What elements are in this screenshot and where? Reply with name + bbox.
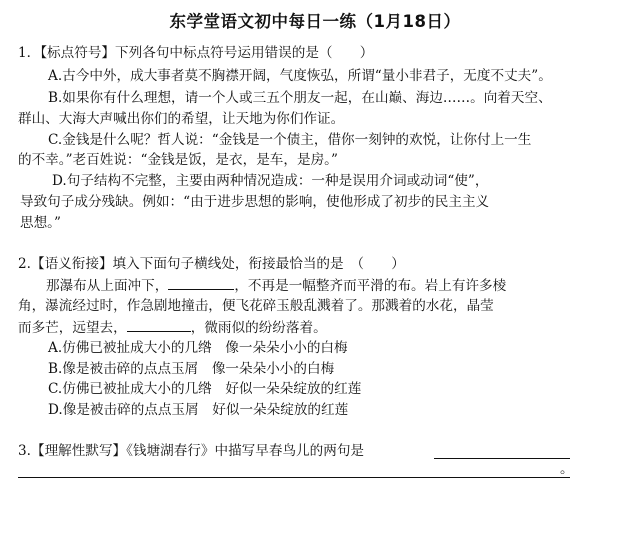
q1-option-b-line1: B.如果你有什么理想，请一个人或三五个朋友一起，在山巅、海边……。向着天空、 [48, 90, 552, 106]
q2-option-b: B.像是被击碎的点点玉屑 像一朵朵小小的白梅 [48, 361, 335, 377]
q2-passage-text: ，不再是一幅整齐而平滑的布。岩上有许多棱 [234, 278, 507, 294]
q2-passage-text: 而多芒，远望去， [18, 320, 127, 336]
q3-answer-line-1[interactable] [434, 458, 570, 459]
q1-option-d-line3: 思想。” [20, 215, 61, 231]
q2-passage-line2: 角，瀑流经过时，作急剧地撞击，便飞花碎玉般乱溅着了。那溅着的水花，晶莹 [18, 298, 494, 314]
q1-option-a: A.古今中外，成大事者莫不胸襟开阔，气度恢弘，所谓“量小非君子，无度不丈夫”。 [48, 68, 552, 84]
q1-option-b-line2: 群山、大海大声喊出你们的希望，让天地为你们作证。 [18, 111, 345, 127]
answer-blank[interactable] [168, 276, 234, 290]
q1-option-c-line2: 的不幸。”老百姓说：“金钱是饭，是衣，是车，是房。” [18, 152, 338, 168]
q1-option-d-line1: D.句子结构不完整，主要由两种情况造成：一种是误用介词或动词“使”， [52, 173, 489, 189]
q2-passage-text: 那瀑布从上面冲下， [46, 278, 169, 294]
q3-end-period: 。 [560, 461, 574, 477]
q2-option-a: A.仿佛已被扯成大小的几绺 像一朵朵小小的白梅 [48, 340, 348, 356]
q1-stem: 1．【标点符号】下列各句中标点符号运用错误的是（ ） [18, 45, 374, 61]
q1-option-c-line1: C.金钱是什么呢？哲人说：“金钱是一个债主，借你一刻钟的欢悦，让你付上一生 [48, 132, 532, 148]
q1-option-d-line2: 导致句子成分残缺。例如：“由于进步思想的影响，使他形成了初步的民主主义 [20, 194, 490, 210]
q3-answer-line-2[interactable] [18, 477, 570, 478]
page-title: 东学堂语文初中每日一练（1月18日） [169, 12, 461, 31]
q2-option-d: D.像是被击碎的点点玉屑 好似一朵朵绽放的红莲 [48, 402, 349, 418]
q2-option-c: C.仿佛已被扯成大小的几绺 好似一朵朵绽放的红莲 [48, 381, 362, 397]
answer-blank[interactable] [127, 318, 191, 332]
q3-stem: 3.【理解性默写】《钱塘湖春行》中描写早春鸟儿的两句是 [18, 443, 365, 459]
q2-passage-text: ，微雨似的纷纷落着。 [190, 320, 327, 336]
q2-stem: 2.【语义衔接】填入下面句子横线处，衔接最恰当的是 （ ） [18, 256, 405, 272]
q2-passage-line1 [46, 276, 506, 295]
q2-passage-line3 [18, 318, 327, 337]
